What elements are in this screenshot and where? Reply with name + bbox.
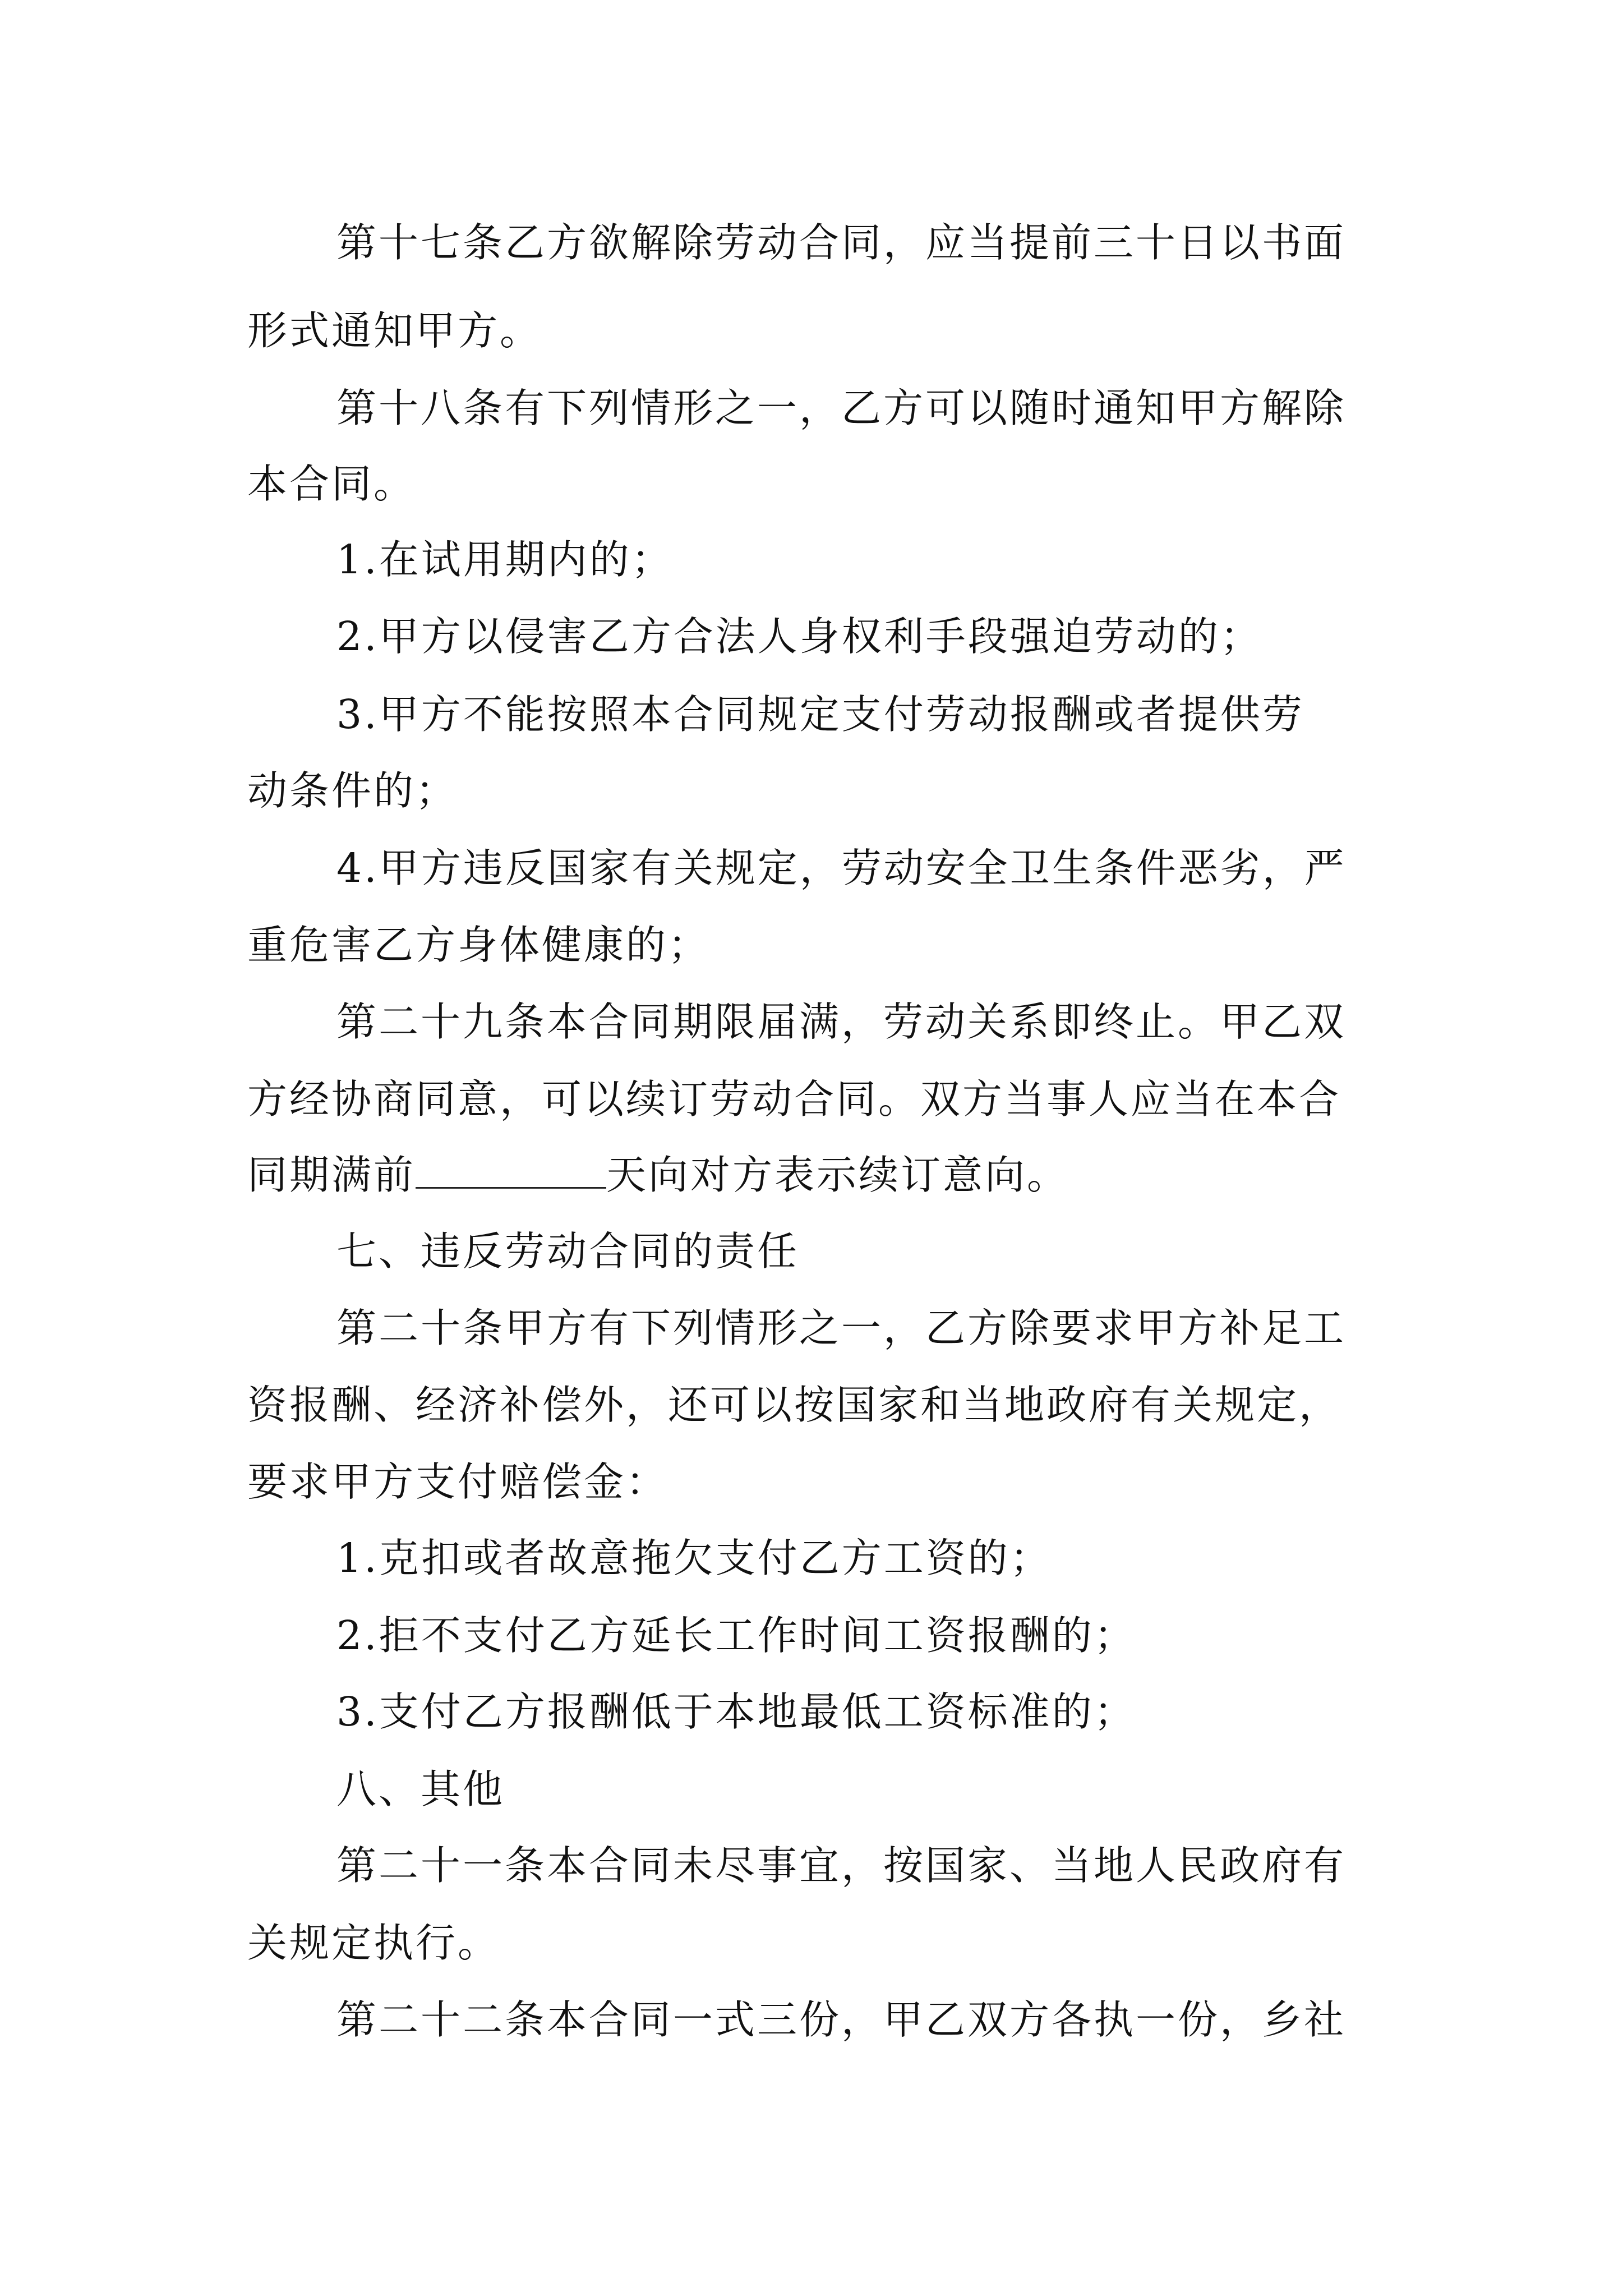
text-line: 本合同。 bbox=[247, 461, 416, 507]
text-line: 关规定执行。 bbox=[247, 1920, 500, 1966]
section-heading: 七、违反劳动合同的责任 bbox=[336, 1228, 800, 1274]
text-line: 资报酬、经济补偿外，还可以按国家和当地政府有关规定， bbox=[247, 1382, 1341, 1428]
text-line: 3.支付乙方报酬低于本地最低工资标准的； bbox=[336, 1688, 1136, 1735]
text-line: 1.在试用期内的； bbox=[336, 536, 674, 583]
text-segment: 同期满前 bbox=[247, 1152, 416, 1198]
text-line: 第二十一条本合同未尽事宜，按国家、当地人民政府有 bbox=[336, 1842, 1347, 1889]
text-line: 要求甲方支付赔偿金： bbox=[247, 1458, 668, 1505]
text-line: 第十八条有下列情形之一，乙方可以随时通知甲方解除 bbox=[336, 385, 1347, 431]
section-heading: 八、其他 bbox=[336, 1766, 505, 1812]
text-line: 重危害乙方身体健康的； bbox=[247, 922, 711, 968]
text-line-with-blank bbox=[247, 1148, 1069, 1202]
text-line: 第二十条甲方有下列情形之一，乙方除要求甲方补足工 bbox=[336, 1305, 1347, 1351]
fill-in-blank[interactable] bbox=[416, 1153, 606, 1189]
text-line: 4.甲方违反国家有关规定，劳动安全卫生条件恶劣，严 bbox=[336, 845, 1347, 891]
text-line: 第二十二条本合同一式三份，甲乙双方各执一份，乡社 bbox=[336, 1996, 1347, 2043]
text-line: 2.甲方以侵害乙方合法人身权利手段强迫劳动的； bbox=[336, 613, 1262, 660]
text-line: 3.甲方不能按照本合同规定支付劳动报酬或者提供劳 bbox=[336, 691, 1304, 738]
text-line: 1.克扣或者故意拖欠支付乙方工资的； bbox=[336, 1535, 1052, 1581]
text-line: 2.拒不支付乙方延长工作时间工资报酬的； bbox=[336, 1612, 1136, 1659]
text-line: 方经协商同意，可以续订劳动合同。双方当事人应当在本合 bbox=[247, 1076, 1341, 1122]
text-segment: 天向对方表示续订意向。 bbox=[606, 1152, 1069, 1198]
text-line: 第二十九条本合同期限届满，劳动关系即终止。甲乙双 bbox=[336, 999, 1347, 1045]
text-line: 形式通知甲方。 bbox=[247, 307, 542, 354]
text-line: 动条件的； bbox=[247, 767, 458, 814]
text-line: 第十七条乙方欲解除劳动合同，应当提前三十日以书面 bbox=[336, 219, 1347, 266]
